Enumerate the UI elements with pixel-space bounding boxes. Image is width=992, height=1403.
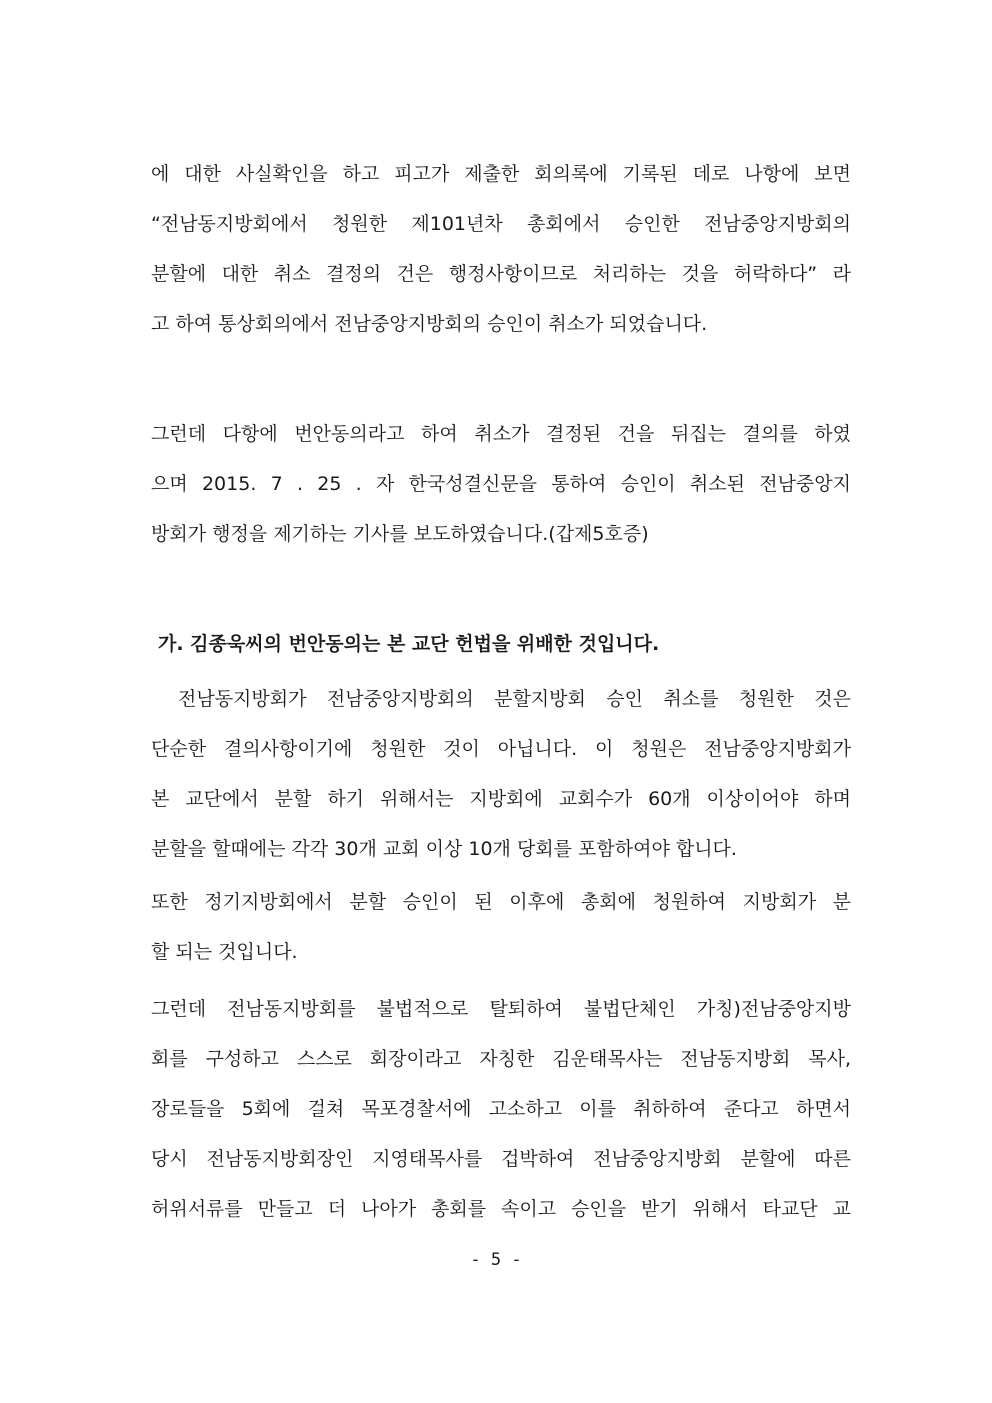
text-line: 또한 정기지방회에서 분할 승인이 된 이후에 총회에 청원하여 지방회가 분 bbox=[151, 891, 851, 913]
text-line: 장로들을 5회에 걸쳐 목포경찰서에 고소하고 이를 취하하여 준다고 하면서 bbox=[151, 1098, 851, 1120]
text-line: 회를 구성하고 스스로 회장이라고 자칭한 김운태목사는 전남동지방회 목사, bbox=[151, 1048, 851, 1070]
text-line: 할 되는 것입니다. bbox=[151, 941, 298, 963]
text-line: 당시 전남동지방회장인 지영태목사를 겁박하여 전남중앙지방회 분할에 따른 bbox=[151, 1148, 851, 1170]
text-line: 본 교단에서 분할 하기 위해서는 지방회에 교회수가 60개 이상이어야 하며 bbox=[151, 788, 851, 810]
page-number: - 5 - bbox=[470, 1250, 522, 1270]
section-heading: 가. 김종욱씨의 번안동의는 본 교단 헌법을 위배한 것입니다. bbox=[158, 633, 660, 655]
text-line: 허위서류를 만들고 더 나아가 총회를 속이고 승인을 받기 위해서 타교단 교 bbox=[151, 1198, 851, 1220]
text-line: 분할을 할때에는 각각 30개 교회 이상 10개 당회를 포함하여야 합니다. bbox=[151, 838, 737, 860]
text-line: 에 대한 사실확인을 하고 피고가 제출한 회의록에 기록된 데로 나항에 보면 bbox=[151, 163, 851, 185]
text-line: 그런데 다항에 번안동의라고 하여 취소가 결정된 건을 뒤집는 결의를 하였 bbox=[151, 423, 851, 445]
text-line: 그런데 전남동지방회를 불법적으로 탈퇴하여 불법단체인 가칭)전남중앙지방 bbox=[151, 998, 851, 1020]
text-line: 분할에 대한 취소 결정의 건은 행정사항이므로 처리하는 것을 허락하다” 라 bbox=[151, 263, 851, 285]
text-line: 단순한 결의사항이기에 청원한 것이 아닙니다. 이 청원은 전남중앙지방회가 bbox=[151, 738, 851, 760]
text-line: 으며 2015. 7 . 25 . 자 한국성결신문을 통하여 승인이 취소된 전남중앙지 bbox=[151, 473, 851, 495]
text-line: 고 하여 통상회의에서 전남중앙지방회의 승인이 취소가 되었습니다. bbox=[151, 313, 708, 335]
text-line: 방회가 행정을 제기하는 기사를 보도하였습니다.(갑제5호증) bbox=[151, 523, 649, 545]
text-line: “전남동지방회에서 청원한 제101년차 총회에서 승인한 전남중앙지방회의 bbox=[151, 213, 851, 235]
text-line: 전남동지방회가 전남중앙지방회의 분할지방회 승인 취소를 청원한 것은 bbox=[178, 688, 851, 710]
